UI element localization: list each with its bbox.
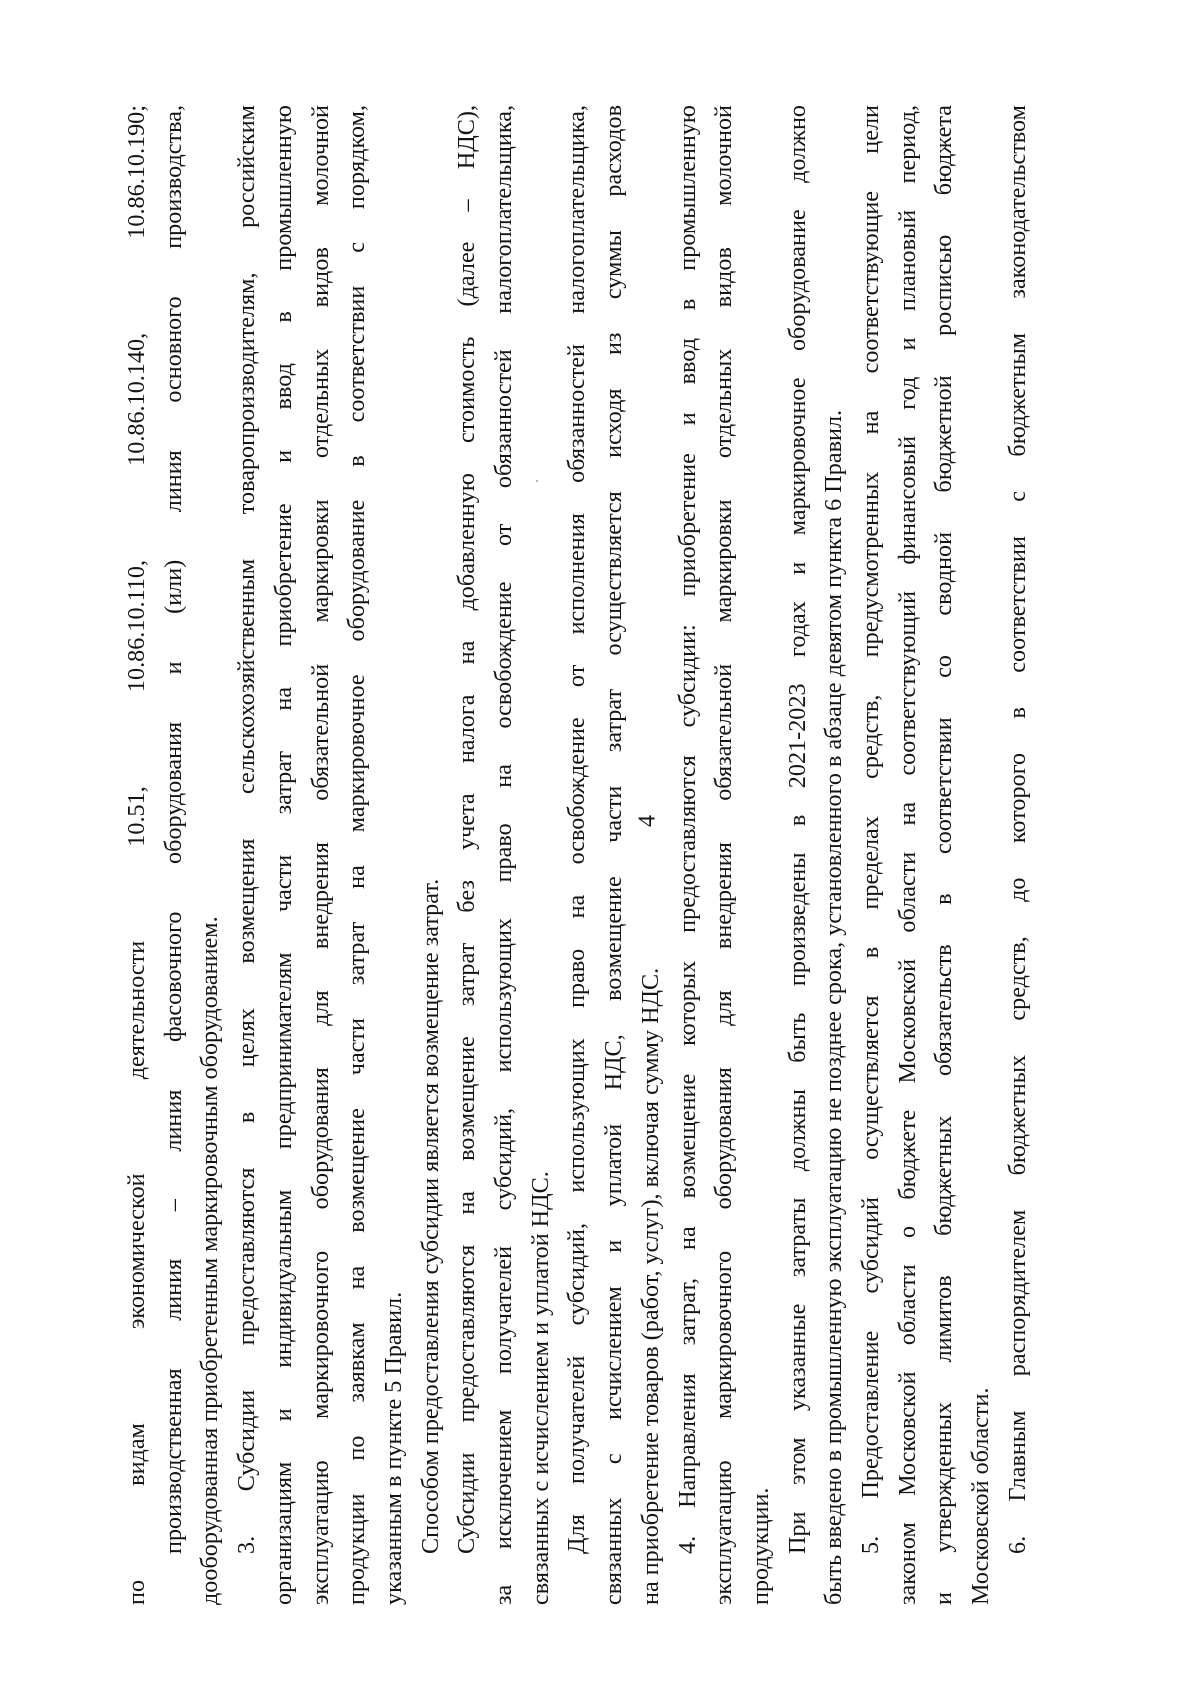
text-line: на приобретение товаров (работ, услуг), включая сумму НДС. (636, 967, 664, 1605)
text-line: связанных с исчислением и уплатой НДС. (526, 1171, 554, 1605)
body-text (120, 105, 1035, 1605)
text-line: 5. Предоставление субсидий осуществляется в пределах средств, предусмотренных на соответствующие цели (857, 105, 885, 1554)
text-line: Субсидии предоставляются на возмещение затрат без учета налога на добавленную стоимость (далее – НДС), (453, 105, 481, 1554)
text-line: дооборудованная приобретенным маркировочным оборудованием. (196, 916, 224, 1605)
text-line: Для получателей субсидий, использующих право на освобождение от исполнения обязанностей налогоплательщика, (563, 105, 591, 1554)
text-line: Московской области. (967, 1387, 995, 1605)
text-line: 4. Направления затрат, на возмещение которых предоставляются субсидии: приобретение и ввод в промышленную (673, 105, 701, 1554)
text-line: При этом указанные затраты должны быть произведены в 2021-2023 годах и маркировочное оборудование должно (783, 105, 811, 1554)
text-line: организациям и индивидуальным предпринимателям части затрат на приобретение и ввод в промышленную (269, 105, 297, 1605)
text-line: продукции. (746, 1487, 774, 1605)
text-line: за исключением получателей субсидий, использующих право на освобождение от обязанностей налогоплательщика, (490, 105, 518, 1605)
text-line: 3. Субсидии предоставляются в целях возмещения сельскохозяйственным товаропроизводителям, российским (233, 105, 261, 1554)
text-line: производственная линия – линия фасовочного оборудования и (или) линия основного производства, (159, 105, 187, 1554)
text-line: Способом предоставления субсидии является возмещение затрат. (416, 878, 444, 1554)
page-number: 4 (634, 815, 661, 827)
text-line: быть введено в промышленную эксплуатацию не позднее срока, установленного в абзаце девятом пункта 6 Правил. (820, 409, 848, 1605)
text-line: эксплуатацию маркировочного оборудования для внедрения обязательной маркировки отдельных видов молочной (306, 105, 334, 1605)
text-line: продукции по заявкам на возмещение части затрат на маркировочное оборудование в соответствии с порядком, (343, 105, 371, 1605)
text-line: 6. Главным распорядителем бюджетных средств, до которого в соответствии с бюджетным законодательством (1003, 105, 1031, 1554)
text-line: и утвержденных лимитов бюджетных обязательств в соответствии со сводной бюджетной росписью бюджета (930, 105, 958, 1605)
text-line: по видам экономической деятельности 10.51, 10.86.10.110, 10.86.10.140, 10.86.10.190; (123, 105, 150, 1605)
text-line: эксплуатацию маркировочного оборудования для внедрения обязательной маркировки отдельных видов молочной (710, 105, 738, 1605)
text-line: указанным в пункте 5 Правил. (379, 1291, 407, 1605)
text-line: законом Московской области о бюджете Московской области на соответствующий финансовый год и плановый период, (893, 105, 921, 1605)
text-line: связанных с исчислением и уплатой НДС, возмещение части затрат осуществляется исходя из суммы расходов (600, 105, 628, 1605)
